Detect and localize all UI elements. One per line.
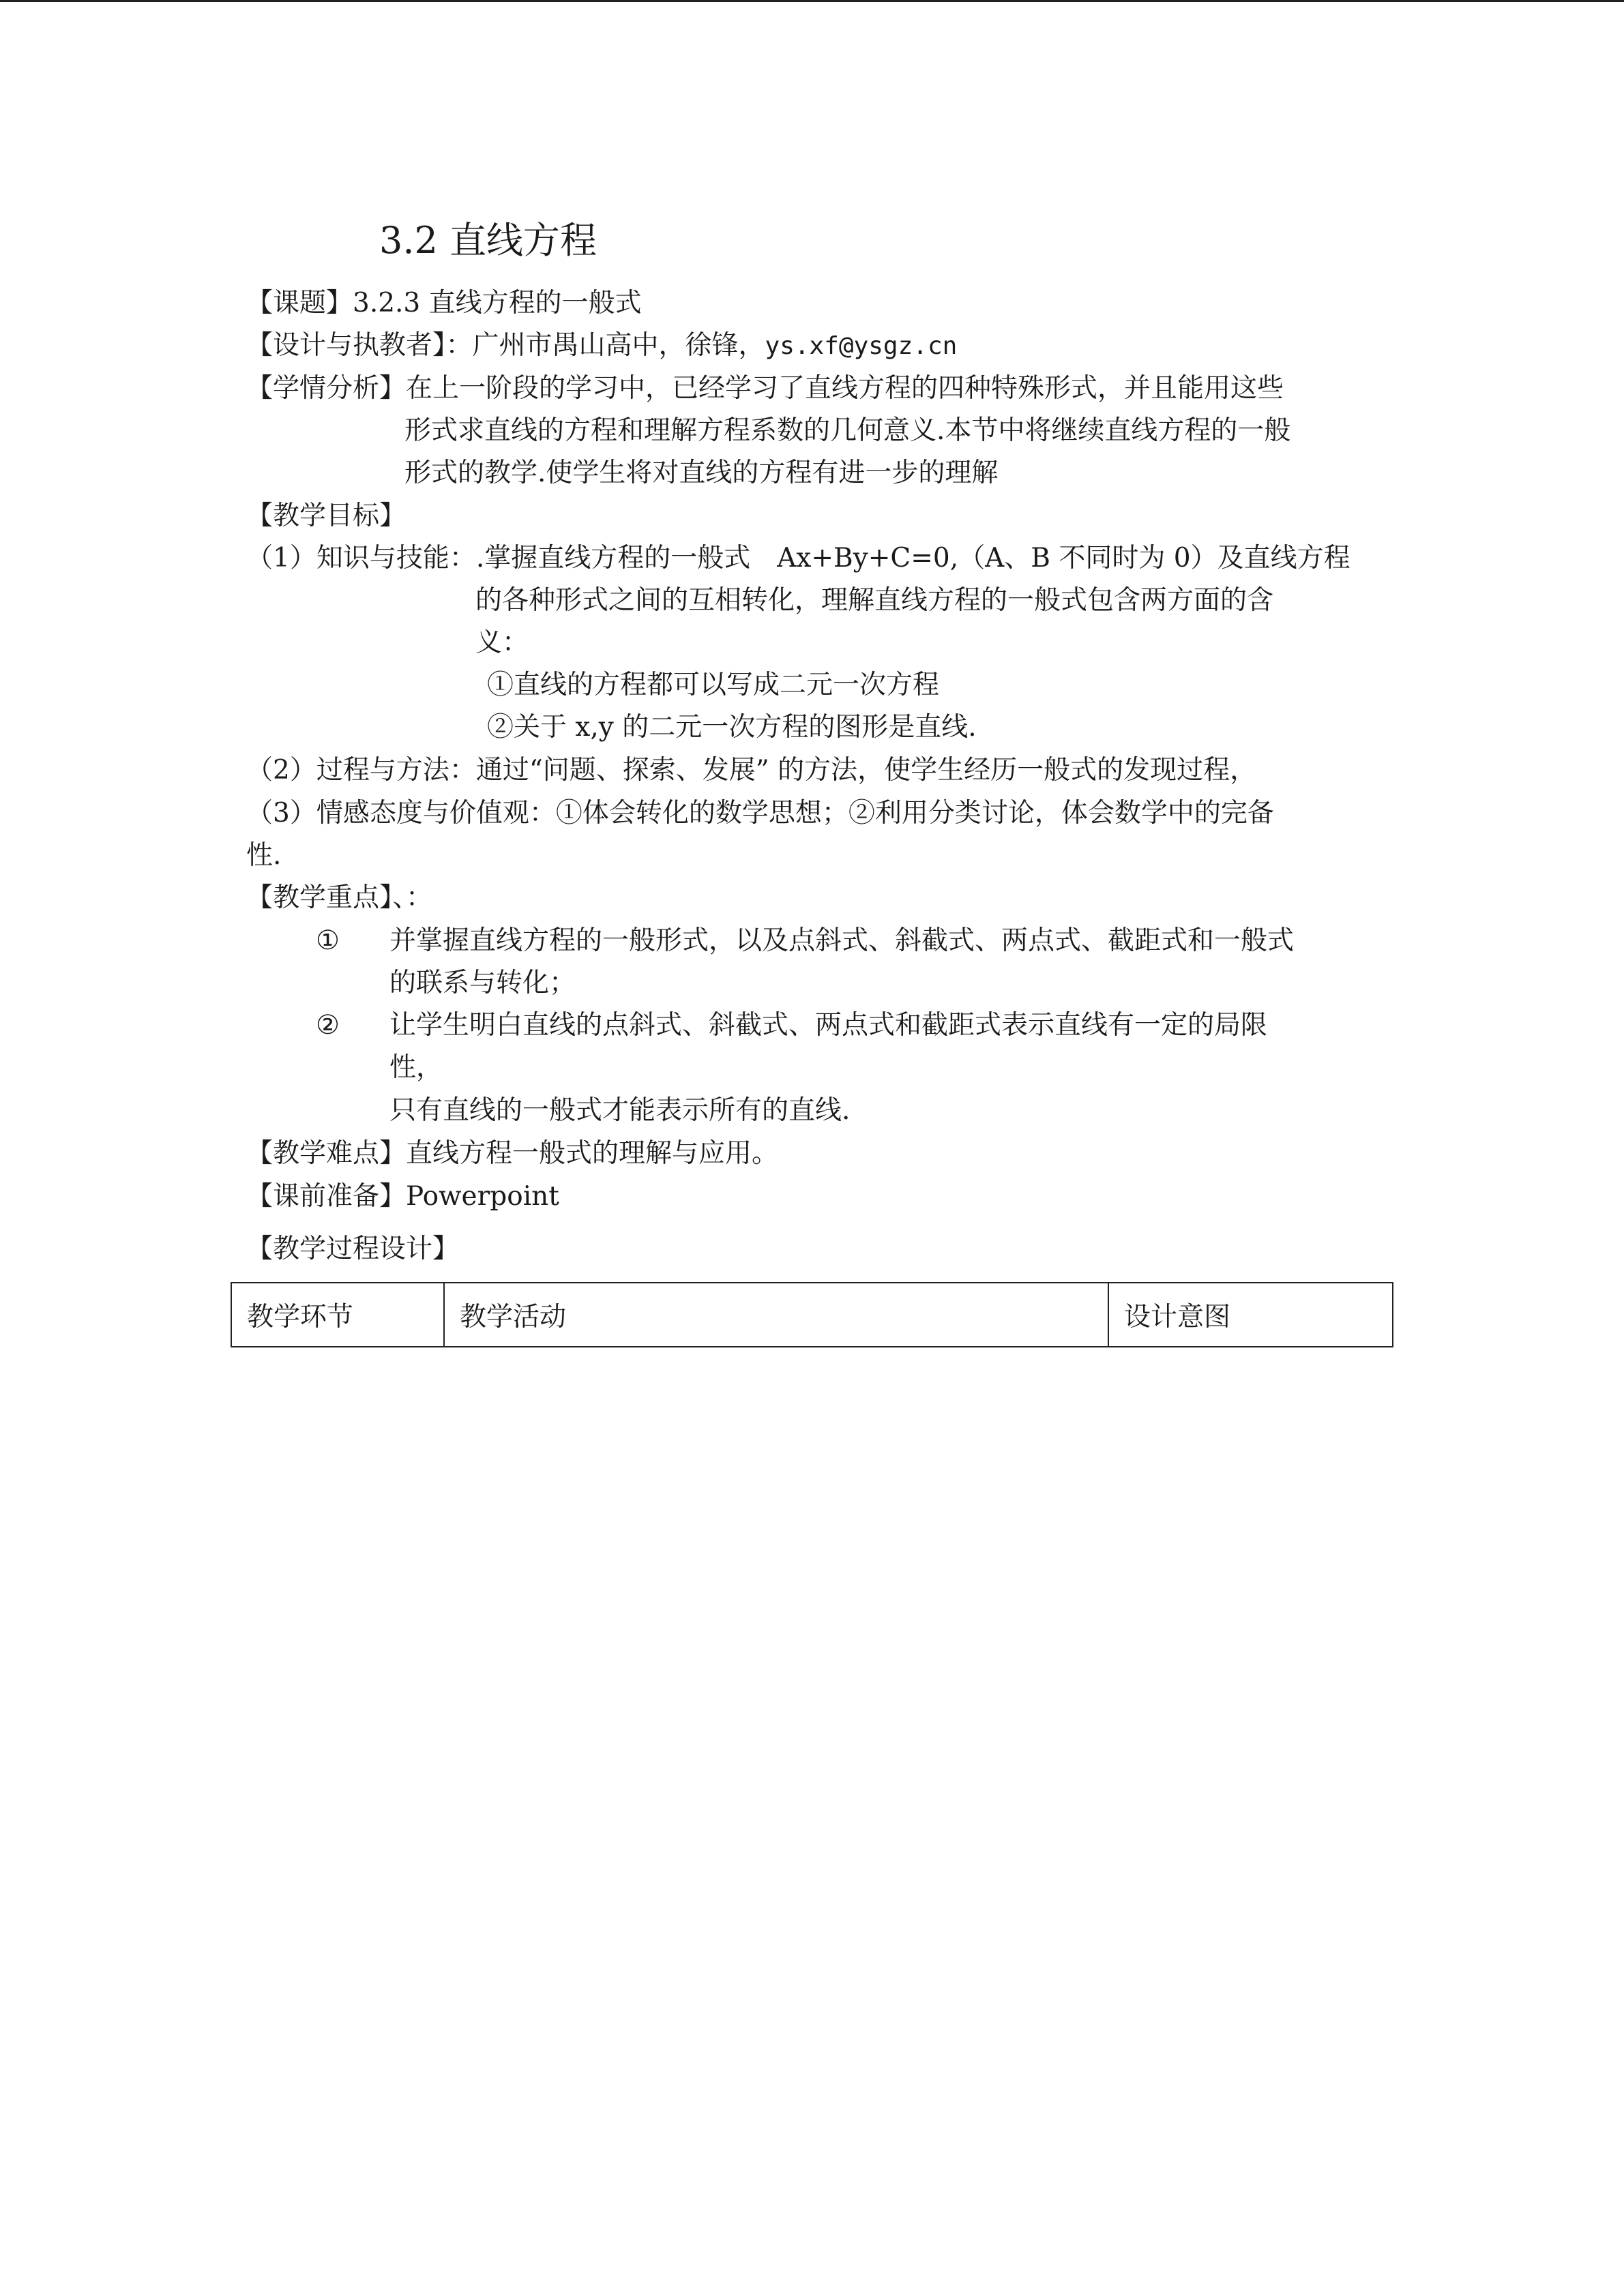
page-top-border <box>0 0 1624 2</box>
preparation-line: 【课前准备】Powerpoint <box>246 1181 559 1212</box>
difficulty-line: 【教学难点】直线方程一般式的理解与应用。 <box>246 1138 779 1169</box>
keypoint2-line-3: 只有直线的一般式才能表示所有的直线. <box>389 1095 851 1126</box>
table-header-row <box>231 1283 1393 1347</box>
goal1-sub-1: ①直线的方程都可以写成二元一次方程 <box>487 670 940 700</box>
goals-heading: 【教学目标】 <box>246 501 407 531</box>
process-heading: 【教学过程设计】 <box>246 1234 460 1264</box>
keypoint2-number: ② <box>316 1010 340 1041</box>
keypoints-heading: 【教学重点】、： <box>246 882 433 913</box>
page-title: 3.2 直线方程 <box>379 219 597 262</box>
table-header-activity: 教学活动 <box>444 1283 1108 1347</box>
table-header-stage: 教学环节 <box>231 1283 444 1347</box>
designer-line <box>246 329 957 363</box>
keypoint2-line-2: 性， <box>389 1052 443 1083</box>
keypoint1-number: ① <box>316 925 340 956</box>
keypoint1-line-2: 的联系与转化； <box>389 968 576 998</box>
analysis-line-2: 形式求直线的方程和理解方程系数的几何意义.本节中将继续直线方程的一般 <box>404 415 1291 446</box>
analysis-line-1: 【学情分析】在上一阶段的学习中，已经学习了直线方程的四种特殊形式，并且能用这些 <box>246 373 1284 404</box>
keypoint2-line-1: 让学生明白直线的点斜式、斜截式、两点式和截距式表示直线有一定的局限 <box>389 1010 1268 1041</box>
goal1-line-3: 义： <box>475 627 529 658</box>
goal1-line-1: （1）知识与技能：.掌握直线方程的一般式 Ax+By+C=0,（A、B 不同时为 0）及直线方程 <box>246 543 1350 573</box>
keypoint1-line-1: 并掌握直线方程的一般形式，以及点斜式、斜截式、两点式、截距式和一般式 <box>389 925 1295 956</box>
designer-value: 广州市禺山高中，徐锋， <box>472 330 765 361</box>
goal3-line-1: （3）情感态度与价值观：①体会转化的数学思想；②利用分类讨论，体会数学中的完备 <box>246 798 1274 829</box>
goal3-line-2: 性. <box>246 840 282 871</box>
analysis-line-3: 形式的教学.使学生将对直线的方程有进一步的理解 <box>404 458 999 488</box>
designer-label: 【设计与执教者】： <box>246 330 473 361</box>
goal2-line: （2）过程与方法：通过“问题、探索、发展” 的方法，使学生经历一般式的发现过程， <box>246 755 1257 786</box>
topic-line: 【课题】3.2.3 直线方程的一般式 <box>246 288 642 318</box>
goal1-sub-2: ②关于 x,y 的二元一次方程的图形是直线. <box>487 712 977 743</box>
process-table <box>231 1282 1393 1347</box>
table-header-intent: 设计意图 <box>1108 1283 1393 1347</box>
goal1-line-2: 的各种形式之间的互相转化，理解直线方程的一般式包含两方面的含 <box>475 585 1274 616</box>
designer-email: ys.xf@ysgz.cn <box>765 332 958 360</box>
